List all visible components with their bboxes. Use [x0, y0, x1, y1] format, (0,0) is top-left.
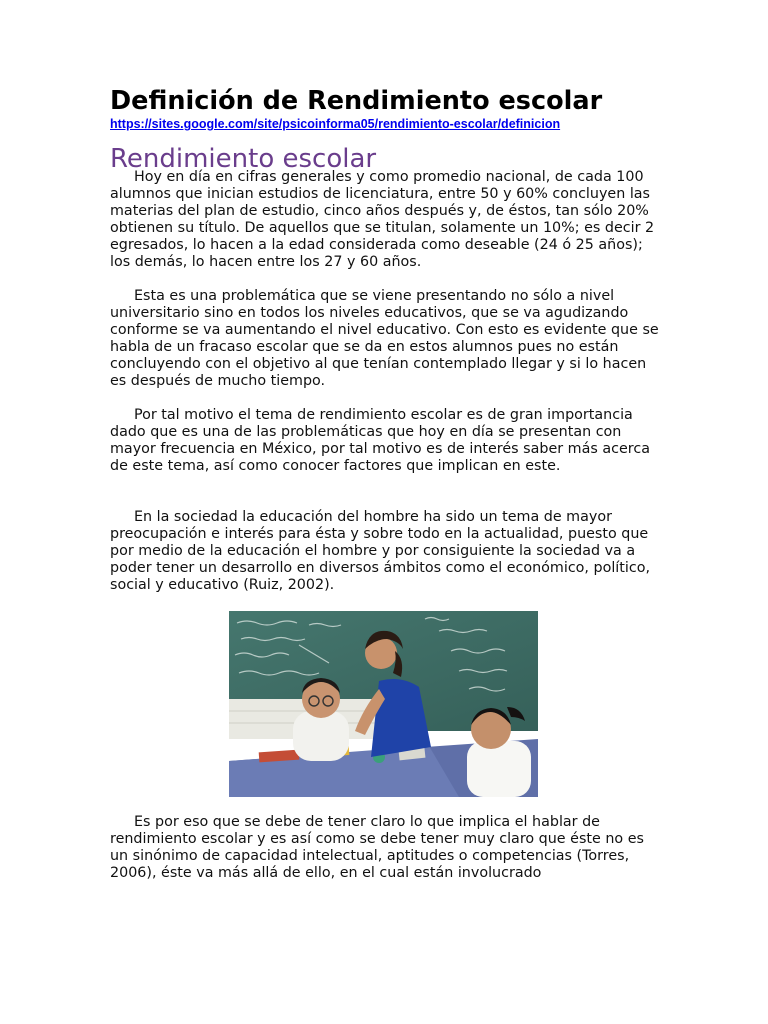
- classroom-illustration: [229, 611, 538, 797]
- paragraph-5: Es por eso que se debe de tener claro lo que implica el hablar de rendimiento escolar y es así como se debe tener muy claro que éste no es un sinónimo de capacidad intelectual, aptitudes o competencias (Torres, 2006), éste va más allá de ello, en el cual están involucrado: [110, 814, 644, 881]
- section-title: Rendimiento escolar: [110, 144, 377, 174]
- classroom-photo: [229, 611, 538, 797]
- paragraph-4: En la sociedad la educación del hombre ha sido un tema de mayor preocupación e interés para ésta y sobre todo en la actualidad, puesto que por medio de la educación el hombre y por consiguiente la sociedad va a poder tener un desarrollo en diversos ámbitos como el económico, político, social y educativo (Ruiz, 2002).: [110, 509, 651, 593]
- paragraph-1: Hoy en día en cifras generales y como promedio nacional, de cada 100 alumnos que inician estudios de licenciatura, entre 50 y 60% concluyen las materias del plan de estudio, cinco años después y, de éstos, tan sólo 20% obtienen su título. De aquellos que se titulan, solamente un 10%; es decir 2 egresados, lo hacen a la edad considerada como deseable (24 ó 25 años); los demás, lo hacen entre los 27 y 60 años.: [110, 169, 655, 270]
- source-link[interactable]: https://sites.google.com/site/psicoinforma05/rendimiento-escolar/definicion: [110, 117, 561, 131]
- document-title: Definición de Rendimiento escolar: [110, 86, 603, 116]
- paragraph-2: Esta es una problemática que se viene presentando no sólo a nivel universitario sino en todos los niveles educativos, que se va agudizando conforme se va aumentando el nivel educativo. Con esto es evidente que se habla de un fracaso escolar que se da en estos alumnos pues no están concluyendo con el objetivo al que tenían contemplado llegar y si lo hacen es después de mucho tiempo.: [110, 288, 659, 389]
- paragraph-3: Por tal motivo el tema de rendimiento escolar es de gran importancia dado que es una de las problemáticas que hoy en día se presentan con mayor frecuencia en México, por tal motivo es de interés saber más acerca de este tema, así como conocer factores que implican en este.: [110, 407, 650, 474]
- document-page: [110, 84, 670, 882]
